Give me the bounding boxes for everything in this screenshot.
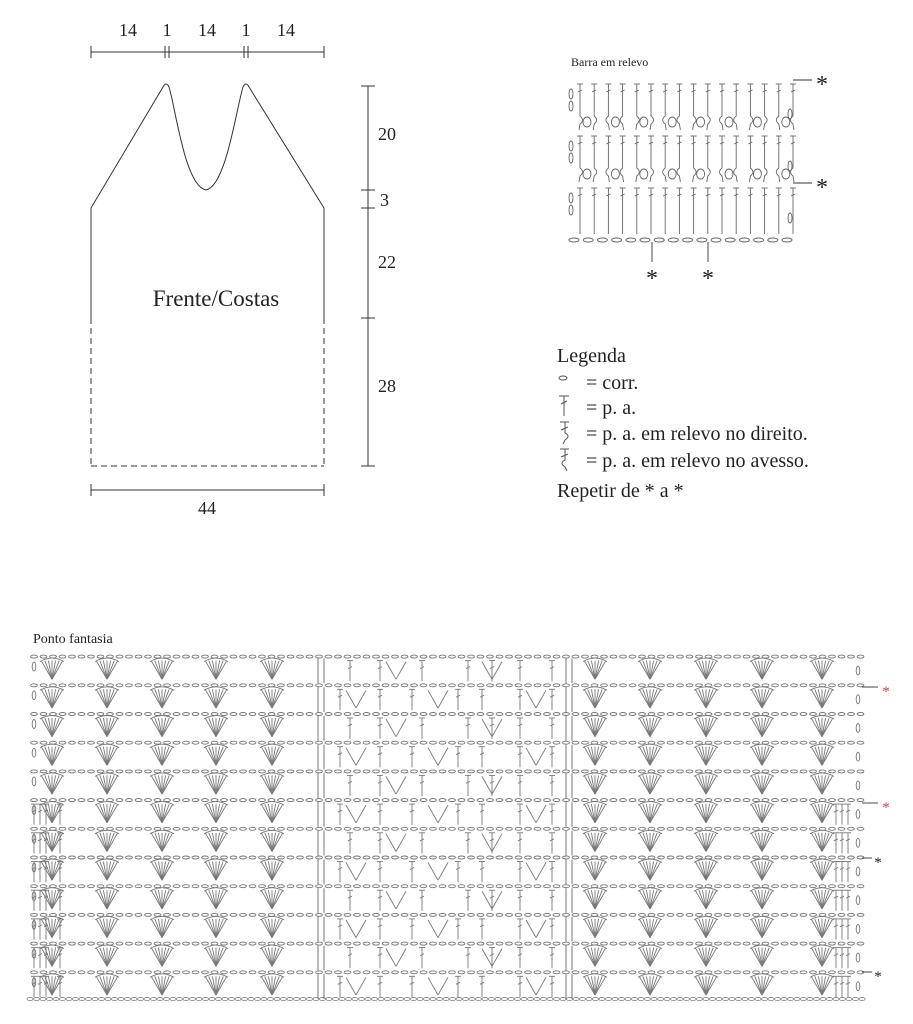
fan-cluster — [750, 716, 774, 737]
fan-cluster — [260, 773, 284, 794]
fan-cluster — [204, 945, 228, 966]
fan-cluster — [810, 859, 834, 880]
fan-cluster — [750, 802, 774, 823]
lace-panel — [337, 919, 555, 940]
repeat-note: Repetir de * a * — [557, 480, 684, 502]
fan-cluster — [150, 773, 174, 794]
repeat-marker: * — [874, 969, 882, 985]
fan-cluster — [260, 830, 284, 851]
fancy-repeat-leaders — [862, 687, 878, 972]
fan-cluster — [260, 945, 284, 966]
fan-cluster — [150, 916, 174, 937]
fan-cluster — [810, 658, 834, 679]
fan-cluster — [260, 974, 284, 995]
lace-panel — [347, 833, 555, 854]
fan-cluster — [150, 802, 174, 823]
fan-cluster — [810, 687, 834, 708]
height-label: 3 — [380, 190, 389, 210]
fan-cluster — [260, 687, 284, 708]
width-label: 14 — [277, 20, 295, 40]
width-label: 14 — [198, 20, 216, 40]
fan-cluster — [583, 687, 607, 708]
front-post-dc-icon — [560, 422, 569, 444]
fan-cluster — [95, 916, 119, 937]
fan-cluster — [638, 658, 662, 679]
fan-cluster — [204, 716, 228, 737]
fan-cluster — [95, 744, 119, 765]
fan-cluster — [260, 658, 284, 679]
relief-row-1 — [569, 84, 796, 130]
fan-cluster — [810, 802, 834, 823]
fan-cluster — [40, 773, 64, 794]
lace-panel — [347, 718, 555, 739]
edge-stitches — [31, 976, 860, 997]
fan-cluster — [150, 888, 174, 909]
fan-cluster — [583, 859, 607, 880]
fan-cluster — [204, 773, 228, 794]
panel-outline — [91, 84, 324, 318]
width-label: 1 — [241, 20, 251, 40]
fan-cluster — [95, 859, 119, 880]
repeat-marker: * — [816, 175, 828, 201]
lace-panel — [337, 862, 555, 883]
panel-divider — [318, 802, 572, 827]
panel-divider — [318, 946, 572, 971]
fan-cluster — [810, 916, 834, 937]
relief-row-3 — [569, 188, 796, 234]
back-post-dc-icon — [560, 449, 569, 471]
fan-cluster — [638, 945, 662, 966]
repeat-marker: * — [646, 266, 658, 292]
fan-cluster — [150, 974, 174, 995]
fan-cluster — [260, 802, 284, 823]
repeat-marker: * — [882, 800, 890, 816]
fancy-row-11 — [31, 684, 864, 712]
fan-cluster — [204, 974, 228, 995]
fan-cluster — [583, 974, 607, 995]
fan-cluster — [694, 916, 718, 937]
schematic-labels — [119, 20, 396, 518]
fan-cluster — [204, 888, 228, 909]
panel-divider — [318, 773, 572, 798]
panel-divider — [318, 917, 572, 942]
legend-heading: Legenda — [557, 345, 626, 367]
fan-cluster — [750, 744, 774, 765]
panel-divider — [318, 974, 572, 999]
fancy-row-3 — [31, 913, 864, 941]
legend-entry: = p. a. — [586, 397, 637, 419]
fan-cluster — [95, 945, 119, 966]
fancy-foundation-chain — [27, 997, 865, 1000]
fan-cluster — [204, 802, 228, 823]
fancy-row-8 — [31, 770, 864, 798]
fan-cluster — [750, 916, 774, 937]
relief-foundation-chain — [569, 238, 792, 242]
legend-entry: = corr. — [586, 372, 639, 394]
fan-cluster — [810, 744, 834, 765]
fan-cluster — [583, 744, 607, 765]
fancy-row-6 — [31, 827, 864, 855]
fan-cluster — [694, 687, 718, 708]
panel-divider — [318, 888, 572, 913]
fan-cluster — [694, 802, 718, 823]
panel-divider — [318, 831, 572, 856]
legend-entry: = p. a. em relevo no direito. — [586, 423, 808, 445]
fan-cluster — [40, 716, 64, 737]
fan-cluster — [260, 716, 284, 737]
fan-cluster — [260, 744, 284, 765]
fan-cluster — [95, 888, 119, 909]
fancy-row-5 — [31, 856, 864, 884]
fan-cluster — [260, 916, 284, 937]
fan-cluster — [150, 744, 174, 765]
fan-cluster — [150, 687, 174, 708]
fancy-row-7 — [31, 799, 864, 827]
fan-cluster — [40, 658, 64, 679]
height-label: 20 — [378, 124, 396, 144]
fan-cluster — [583, 716, 607, 737]
panel-divider — [318, 687, 572, 712]
chain-oval-icon — [559, 376, 567, 380]
fan-cluster — [583, 658, 607, 679]
edge-stitches — [31, 890, 860, 911]
lace-panel — [347, 661, 555, 682]
fan-cluster — [150, 945, 174, 966]
fan-cluster — [750, 945, 774, 966]
repeat-marker: * — [882, 684, 890, 700]
relief-row-2 — [569, 136, 796, 182]
lace-panel — [347, 890, 555, 911]
fan-cluster — [204, 744, 228, 765]
edge-stitches — [31, 833, 860, 854]
fan-cluster — [204, 859, 228, 880]
fan-cluster — [638, 744, 662, 765]
lace-panel — [337, 689, 555, 710]
fan-cluster — [150, 830, 174, 851]
fan-cluster — [810, 773, 834, 794]
fan-cluster — [638, 974, 662, 995]
lace-panel — [347, 948, 555, 969]
fan-cluster — [150, 658, 174, 679]
fan-cluster — [694, 716, 718, 737]
panel-divider — [318, 860, 572, 885]
fancy-row-2 — [31, 942, 864, 970]
edge-stitches — [31, 919, 860, 940]
fan-cluster — [95, 802, 119, 823]
double-crochet-icon — [559, 396, 569, 416]
edge-stitches — [31, 948, 860, 969]
fan-cluster — [638, 916, 662, 937]
edge-stitches — [31, 862, 860, 883]
fan-cluster — [638, 830, 662, 851]
fan-cluster — [810, 830, 834, 851]
fancy-row-10 — [31, 713, 864, 741]
fan-cluster — [204, 916, 228, 937]
fan-cluster — [40, 744, 64, 765]
fan-cluster — [750, 830, 774, 851]
fan-cluster — [583, 802, 607, 823]
fan-cluster — [810, 945, 834, 966]
width-label: 1 — [162, 20, 172, 40]
fan-cluster — [260, 888, 284, 909]
lace-panel — [337, 976, 555, 997]
relief-chart-title: Barra em relevo — [571, 55, 649, 69]
fan-cluster — [810, 974, 834, 995]
fancy-row-1 — [31, 971, 864, 999]
fan-cluster — [638, 773, 662, 794]
fan-cluster — [95, 773, 119, 794]
fan-cluster — [95, 830, 119, 851]
fan-cluster — [694, 830, 718, 851]
panel-label: Frente/Costas — [152, 286, 280, 311]
panel-divider — [318, 745, 572, 770]
bottom-width-label: 44 — [198, 498, 216, 518]
fan-cluster — [638, 859, 662, 880]
repeat-marker: * — [874, 855, 882, 871]
height-label: 28 — [378, 376, 396, 396]
fan-cluster — [638, 802, 662, 823]
fan-cluster — [810, 716, 834, 737]
panel-divider — [318, 716, 572, 741]
fan-cluster — [694, 945, 718, 966]
fan-cluster — [750, 658, 774, 679]
fan-cluster — [750, 888, 774, 909]
fan-cluster — [583, 888, 607, 909]
height-label: 22 — [378, 252, 396, 272]
fan-cluster — [95, 716, 119, 737]
fan-cluster — [95, 974, 119, 995]
lace-panel — [347, 775, 555, 796]
fan-cluster — [694, 859, 718, 880]
fan-cluster — [583, 945, 607, 966]
fan-cluster — [694, 744, 718, 765]
fan-cluster — [204, 687, 228, 708]
fan-cluster — [204, 830, 228, 851]
fan-cluster — [694, 888, 718, 909]
fan-cluster — [694, 773, 718, 794]
fan-cluster — [583, 916, 607, 937]
fan-cluster — [40, 687, 64, 708]
fan-cluster — [750, 974, 774, 995]
fan-cluster — [95, 658, 119, 679]
fan-cluster — [750, 687, 774, 708]
legend-entry: = p. a. em relevo no avesso. — [586, 450, 809, 472]
edge-stitches — [31, 804, 860, 825]
fan-cluster — [150, 716, 174, 737]
garment-schematic — [91, 46, 375, 496]
lace-panel — [337, 747, 555, 768]
fan-cluster — [583, 773, 607, 794]
panel-divider — [318, 659, 572, 684]
repeat-marker: * — [702, 266, 714, 292]
fan-cluster — [260, 859, 284, 880]
fancy-chart-title: Ponto fantasia — [33, 632, 113, 647]
fan-cluster — [95, 687, 119, 708]
fan-cluster — [204, 658, 228, 679]
fan-cluster — [638, 888, 662, 909]
fan-cluster — [150, 859, 174, 880]
fan-cluster — [694, 974, 718, 995]
fan-cluster — [638, 687, 662, 708]
fan-cluster — [638, 716, 662, 737]
fancy-stitch-chart — [27, 655, 890, 1001]
legend — [557, 345, 809, 502]
fan-cluster — [583, 830, 607, 851]
fan-cluster — [810, 888, 834, 909]
fancy-row-4 — [31, 885, 864, 913]
width-label: 14 — [119, 20, 137, 40]
fan-cluster — [750, 773, 774, 794]
lace-panel — [337, 804, 555, 825]
fan-cluster — [694, 658, 718, 679]
relief-stitch-chart — [569, 72, 828, 292]
repeat-marker: * — [816, 72, 828, 98]
fancy-row-9 — [31, 741, 864, 769]
fan-cluster — [750, 859, 774, 880]
fancy-row-12 — [31, 655, 864, 683]
